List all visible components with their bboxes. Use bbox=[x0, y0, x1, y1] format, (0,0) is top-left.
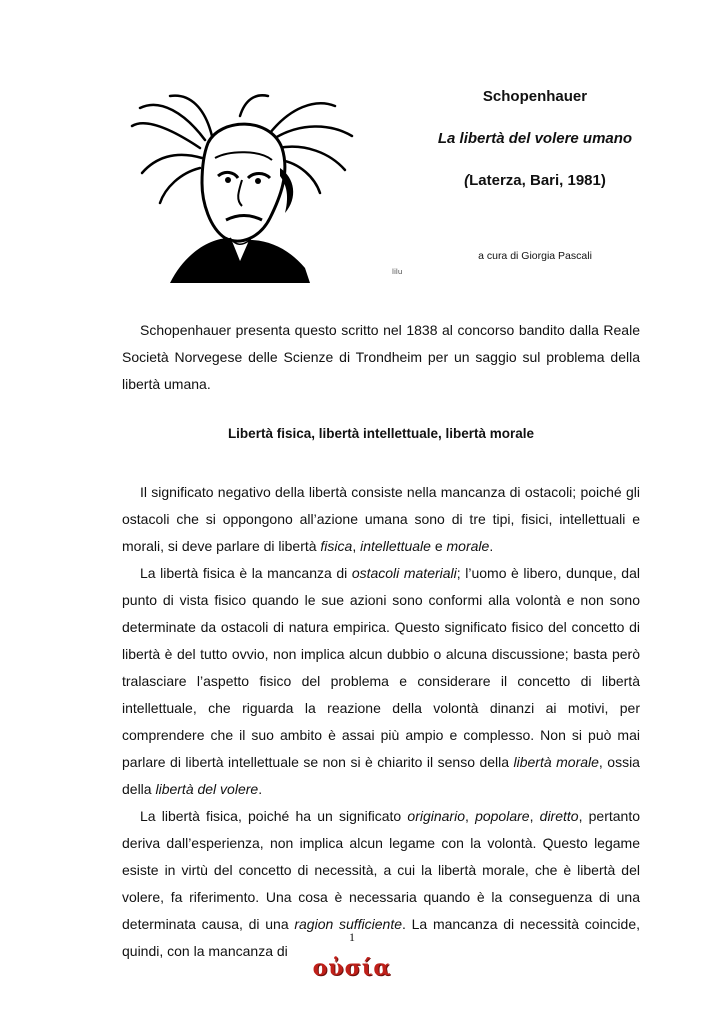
page-number: 1 bbox=[349, 930, 355, 944]
publication-paren: ( bbox=[464, 172, 470, 189]
work-title: La libertà del volere umano bbox=[437, 130, 633, 147]
portrait-signature: lilu bbox=[392, 268, 403, 276]
paragraph-1: Il significato negativo della libertà consiste nella mancanza di ostacoli; poiché gli ostacoli che si oppongono all’azione umana sono di tre tipi, fisici, intellettuali e morali, si deve parlare di libertà fisica, intellettuale e morale. bbox=[122, 484, 640, 554]
publication-info bbox=[420, 172, 650, 189]
paragraph-2: La libertà fisica è la mancanza di ostacoli materiali; l’uomo è libero, dunque, dal punto di vista fisico quando le sue azioni sono conformi alla volontà e non sono determinate da ostacoli di natura empirica. Questo significato fisico del concetto di libertà è del tutto ovvio, non implica alcun dubbio o alcuna discussione; basta però tralasciare l’aspetto fisico del problema e considerare il concetto di libertà intellettuale, che riguarda la reazione della volontà dinanzi ai motivi, per comprendere che il suo ambito è assai più ampio e complesso. Non si può mai parlare di libertà intellettuale se non si è chiarito il senso della libertà morale, ossia della libertà del volere. bbox=[122, 565, 640, 797]
section-title: Libertà fisica, libertà intellettuale, libertà morale bbox=[227, 426, 535, 441]
ousia-logo: οὐσία bbox=[312, 955, 392, 981]
publication-rest: Laterza, Bari, 1981) bbox=[469, 172, 606, 189]
intro-paragraph bbox=[122, 317, 640, 398]
paragraph-3: La libertà fisica, poiché ha un significato originario, popolare, diretto, pertanto deriva dall’esperienza, non implica alcun legame con la volontà. Questo legame esiste in virtù del concetto di necessità, a cui la libertà morale, che è libertà del volere, fa riferimento. Una cosa è necessaria quando è la conseguenza di una determinata causa, di una ragion sufficiente. La mancanza di necessità coincide, quindi, con la mancanza di bbox=[122, 808, 641, 959]
main-text bbox=[122, 479, 640, 965]
curator-line: a cura di Giorgia Pascali bbox=[478, 250, 592, 262]
author-heading: Schopenhauer bbox=[482, 88, 588, 105]
intro-text: Schopenhauer presenta questo scritto nel 1838 al concorso bandito dalla Reale Società Norvegese delle Scienze di Trondheim per un saggio sul problema della libertà umana. bbox=[122, 322, 640, 392]
schopenhauer-portrait bbox=[130, 88, 360, 283]
